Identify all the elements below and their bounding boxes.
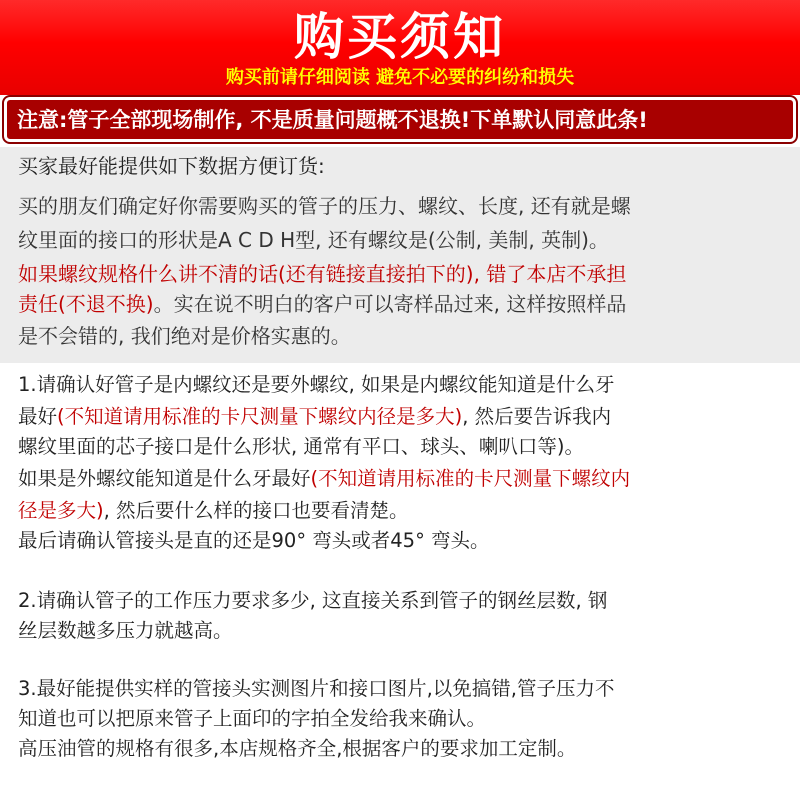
section-text: , 然后要什么样的接口也要看清楚。 (103, 499, 409, 522)
section-2-line: 2.请确认管子的工作压力要求多少, 这直接关系到管子的钢丝层数, 钢 (18, 589, 608, 612)
info-line-warning: 如果螺纹规格什么讲不清的话(还有链接直接拍下的), 错了本店不承担 (18, 262, 627, 286)
info-text: 。实在说不明白的客户可以寄样品过来, 这样按照样品 (153, 292, 627, 316)
section-text: 最好 (18, 405, 58, 428)
section-text: , 然后要告诉我内 (462, 405, 612, 428)
section-1-line: 1.请确认好管子是内螺纹还是要外螺纹, 如果是内螺纹能知道是什么牙 (18, 373, 615, 396)
info-line: 是不会错的, 我们绝对是价格实惠的。 (18, 324, 351, 348)
section-1-line (18, 464, 788, 494)
highlight-text: (不知道请用标准的卡尺测量下螺纹内径是多大) (57, 405, 463, 428)
section-2-line: 丝层数越多压力就越高。 (18, 619, 233, 642)
section-3-line: 高压油管的规格有很多,本店规格齐全,根据客户的要求加工定制。 (18, 737, 577, 760)
info-heading: 买家最好能提供如下数据方便订货: (18, 154, 325, 178)
section-1-line (18, 496, 788, 526)
section-text: 如果是外螺纹能知道是什么牙最好 (18, 467, 311, 490)
notice-text: 注意:管子全部现场制作, 不是质量问题概不退换!下单默认同意此条! (17, 108, 648, 132)
info-box (0, 147, 800, 363)
highlight-text: (不知道请用标准的卡尺测量下螺纹内 (310, 467, 631, 490)
section-3-line: 知道也可以把原来管子上面印的字拍全发给我来确认。 (18, 707, 487, 730)
highlight-text: 径是多大) (18, 499, 104, 522)
header-banner (0, 0, 800, 95)
section-3-line: 3.最好能提供实样的管接头实测图片和接口图片,以免搞错,管子压力不 (18, 677, 615, 700)
info-line: 纹里面的接口的形状是A C D H型, 还有螺纹是(公制, 美制, 英制)。 (18, 228, 609, 252)
page-title: 购买须知 (294, 8, 506, 66)
info-line: 买的朋友们确定好你需要购买的管子的压力、螺纹、长度, 还有就是螺 (18, 194, 631, 218)
page-subtitle: 购买前请仔细阅读 避免不必要的纠纷和损失 (225, 67, 575, 88)
section-1-line: 最后请确认管接头是直的还是90° 弯头或者45° 弯头。 (18, 529, 490, 552)
warning-text: 责任(不退不换) (18, 292, 154, 316)
section-1-line: 螺纹里面的芯子接口是什么形状, 通常有平口、球头、喇叭口等)。 (18, 435, 585, 458)
notice-bar (4, 97, 796, 142)
info-line (18, 289, 788, 319)
section-1-line (18, 402, 788, 432)
